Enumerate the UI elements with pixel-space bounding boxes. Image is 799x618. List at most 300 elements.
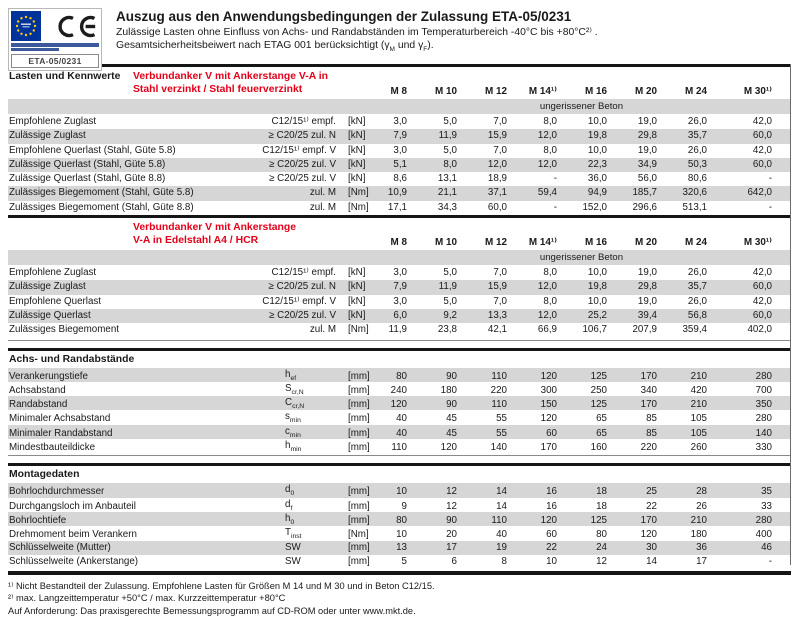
table-row xyxy=(8,309,791,323)
value-cell: 6,0 xyxy=(393,309,407,321)
value-cell: 12,0 xyxy=(487,158,507,170)
condition-cell: C12/15¹⁾ empf. V xyxy=(262,144,336,156)
unit-cell: [mm] xyxy=(348,442,370,454)
value-cell: 180 xyxy=(440,384,457,396)
value-cell: 9 xyxy=(401,500,407,512)
column-headers xyxy=(372,237,791,248)
value-cell: 16 xyxy=(546,486,557,498)
value-cell: 105 xyxy=(690,413,707,425)
condition-cell: ≥ C20/25 zul. V xyxy=(269,173,336,185)
symbol-cell xyxy=(230,541,336,555)
value-cell: 170 xyxy=(640,370,657,382)
value-cell: 120 xyxy=(540,413,557,425)
value-cell: 17,1 xyxy=(387,201,407,213)
value-cell: 125 xyxy=(590,399,607,411)
value-cell: 65 xyxy=(596,413,607,425)
value-cell: 55 xyxy=(496,413,507,425)
value-cell: 240 xyxy=(390,384,407,396)
value-cell: 35,7 xyxy=(687,281,707,293)
table-row xyxy=(8,396,791,410)
value-cell: 125 xyxy=(590,370,607,382)
value-cell: 60,0 xyxy=(752,130,772,142)
symbol-sub: min xyxy=(289,417,301,425)
value-cell: 330 xyxy=(755,442,772,454)
value-cell: 42,0 xyxy=(752,116,772,127)
symbol-sub: cr,N xyxy=(292,403,305,411)
value-cell: 3,0 xyxy=(393,267,407,279)
table-row xyxy=(8,323,791,337)
value-cell: 7,0 xyxy=(493,116,507,127)
value-cell: 12 xyxy=(596,555,607,567)
column-header: M 8 xyxy=(390,237,407,249)
column-headers xyxy=(372,86,791,97)
row-label: Drehmoment beim Verankern xyxy=(9,529,137,541)
value-cell: 37,1 xyxy=(487,187,507,199)
concrete-band xyxy=(8,99,791,114)
symbol-sub: f xyxy=(290,504,293,512)
value-cell: 19,0 xyxy=(637,267,657,279)
value-cell: 25 xyxy=(646,486,657,498)
value-cell: 12,0 xyxy=(537,130,557,142)
column-header: M 30¹⁾ xyxy=(743,237,772,249)
value-cell: 250 xyxy=(590,384,607,396)
row-label: Schlüsselweite (Mutter) xyxy=(9,541,111,553)
value-cell: 120 xyxy=(640,529,657,541)
value-cell: 400 xyxy=(755,529,772,541)
column-header: M 30¹⁾ xyxy=(743,86,772,97)
value-cell: 170 xyxy=(540,442,557,454)
eta-number: ETA-05/0231 xyxy=(11,54,99,68)
value-cell: 29,8 xyxy=(637,130,657,142)
unit-cell: [mm] xyxy=(348,555,370,567)
value-cell: 8,0 xyxy=(543,267,557,279)
row-label: Zulässiges Biegemoment xyxy=(9,324,119,336)
table-row xyxy=(8,382,791,396)
value-cell: 10,0 xyxy=(587,116,607,127)
symbol-main: S xyxy=(285,382,292,394)
unit-cell: [kN] xyxy=(348,173,366,185)
value-cell: 210 xyxy=(690,514,707,526)
value-cell: 40 xyxy=(496,529,507,541)
row-label: Zulässige Zuglast xyxy=(9,281,86,293)
table-row xyxy=(8,410,791,424)
row-label: Durchgangsloch im Anbauteil xyxy=(9,500,136,512)
value-cell: 19,8 xyxy=(587,130,607,142)
value-cell: 170 xyxy=(640,514,657,526)
header xyxy=(0,0,799,64)
value-cell: 340 xyxy=(640,384,657,396)
condition-cell: ≥ C20/25 zul. N xyxy=(268,130,336,142)
symbol-main: d xyxy=(285,498,291,510)
footnotes xyxy=(8,580,791,618)
table-row xyxy=(8,526,791,540)
eta-approval-mark xyxy=(8,8,102,71)
table-row xyxy=(8,144,791,158)
footnote-3: Auf Anforderung: Das praxisgerechte Bemessungsprogramm auf CD-ROM oder unter www.mkt.de. xyxy=(8,606,416,617)
value-cell: 18 xyxy=(596,500,607,512)
unit-cell: [mm] xyxy=(348,500,370,512)
value-cell: - xyxy=(553,173,557,185)
value-cell: 90 xyxy=(446,370,457,382)
row-label: Verankerungstiefe xyxy=(9,370,88,382)
unit-cell: [kN] xyxy=(348,309,366,321)
value-cell: 11,9 xyxy=(438,130,457,142)
value-cell: 60,0 xyxy=(752,281,772,293)
footnote-2: ²⁾ max. Langzeittemperatur +50°C / max. Kurzzeittemperatur +80°C xyxy=(8,593,286,604)
value-cell: 220 xyxy=(490,384,507,396)
unit-cell: [mm] xyxy=(348,384,370,396)
value-cell: 60,0 xyxy=(487,201,507,213)
table-bottom-rule xyxy=(8,571,791,575)
value-cell: 5,0 xyxy=(443,267,457,279)
value-cell: - xyxy=(553,201,557,213)
column-header: M 24 xyxy=(685,237,707,249)
value-cell: 12,0 xyxy=(537,158,557,170)
value-cell: 50,3 xyxy=(687,158,707,170)
value-cell: 18,9 xyxy=(487,173,507,185)
row-label: Zulässige Querlast xyxy=(9,309,91,321)
value-cell: 260 xyxy=(690,442,707,454)
value-cell: 220 xyxy=(640,442,657,454)
table-left-heading: Lasten und Kennwerte xyxy=(9,71,121,82)
condition-cell: C12/15¹⁾ empf. xyxy=(271,267,336,279)
table-row xyxy=(8,280,791,294)
value-cell: 19 xyxy=(496,541,507,553)
column-header: M 10 xyxy=(435,86,457,97)
concrete-band-label: ungerissener Beton xyxy=(539,100,624,112)
symbol-sub: min xyxy=(289,431,301,439)
value-cell: 34,9 xyxy=(637,158,657,170)
table-row xyxy=(8,295,791,309)
value-cell: 10 xyxy=(396,529,407,541)
value-cell: 280 xyxy=(755,370,772,382)
column-header: M 14¹⁾ xyxy=(528,237,557,249)
value-cell: 140 xyxy=(755,427,772,439)
red-heading xyxy=(133,221,296,247)
symbol-cell xyxy=(230,555,336,569)
value-cell: 17 xyxy=(446,541,457,553)
value-cell: 8,0 xyxy=(543,144,557,156)
table-row xyxy=(8,129,791,143)
symbol-sub: inst xyxy=(290,533,302,541)
value-cell: 19,0 xyxy=(637,295,657,307)
value-cell: 94,9 xyxy=(587,187,607,199)
value-cell: 30 xyxy=(646,541,657,553)
value-cell: 17 xyxy=(696,555,707,567)
unit-cell: [Nm] xyxy=(348,187,369,199)
row-label: Zulässiges Biegemoment (Stahl, Güte 8.8) xyxy=(9,201,194,213)
value-cell: 25,2 xyxy=(587,309,607,321)
value-cell: 10,9 xyxy=(387,187,407,199)
value-cell: 60,0 xyxy=(752,158,772,170)
value-cell: 10,0 xyxy=(587,267,607,279)
value-cell: 40 xyxy=(396,413,407,425)
table-row xyxy=(8,115,791,129)
condition-cell: zul. M xyxy=(309,201,336,213)
value-cell: 46 xyxy=(761,541,772,553)
value-cell: 56,8 xyxy=(687,309,707,321)
value-cell: 110 xyxy=(491,370,507,382)
load-table-header xyxy=(8,67,791,99)
value-cell: 9,2 xyxy=(443,309,457,321)
value-cell: 39,4 xyxy=(637,309,657,321)
symbol-main: s xyxy=(285,411,290,423)
column-header: M 20 xyxy=(635,86,657,97)
approval-fine-print xyxy=(9,42,101,54)
condition-cell: C12/15¹⁾ empf. xyxy=(271,116,336,127)
value-cell: 85 xyxy=(646,427,657,439)
unit-cell: [Nm] xyxy=(348,529,369,541)
section-heading: Achs- und Randabstände xyxy=(9,353,135,365)
section-end-rule xyxy=(8,455,791,456)
value-cell: 160 xyxy=(590,442,607,454)
value-cell: 59,4 xyxy=(537,187,557,199)
table-row xyxy=(8,512,791,526)
unit-cell: [mm] xyxy=(348,514,370,526)
value-cell: 280 xyxy=(755,514,772,526)
column-header: M 12 xyxy=(485,237,507,249)
value-cell: 23,8 xyxy=(437,324,457,336)
symbol-main: d xyxy=(285,484,291,496)
table-row xyxy=(8,541,791,555)
table-row xyxy=(8,172,791,186)
value-cell: 10,0 xyxy=(587,295,607,307)
value-cell: 5,0 xyxy=(443,144,457,156)
table-row xyxy=(8,158,791,172)
unit-cell: [mm] xyxy=(348,541,370,553)
condition-cell: C12/15¹⁾ empf. V xyxy=(262,295,336,307)
value-cell: 8,0 xyxy=(543,295,557,307)
value-cell: 42,1 xyxy=(487,324,507,336)
row-label: Minimaler Achsabstand xyxy=(9,413,111,425)
value-cell: 11,9 xyxy=(388,324,407,336)
value-cell: 90 xyxy=(446,399,457,411)
value-cell: 20 xyxy=(446,529,457,541)
red-heading xyxy=(133,70,328,96)
value-cell: 26,0 xyxy=(687,295,707,307)
value-cell: 22 xyxy=(646,500,657,512)
value-cell: 22,3 xyxy=(587,158,607,170)
value-cell: 22 xyxy=(546,541,557,553)
load-table-header xyxy=(8,218,791,250)
value-cell: 80 xyxy=(396,370,407,382)
unit-cell: [kN] xyxy=(348,158,366,170)
value-cell: 56,0 xyxy=(637,173,657,185)
value-cell: 120 xyxy=(540,370,557,382)
value-cell: 90 xyxy=(446,514,457,526)
value-cell: 5,0 xyxy=(443,116,457,127)
concrete-band xyxy=(8,250,791,265)
condition-cell: zul. M xyxy=(309,324,336,336)
symbol-main: SW xyxy=(285,541,301,553)
value-cell: 207,9 xyxy=(632,324,657,336)
load-table-galvanized xyxy=(8,64,791,215)
value-cell: 80 xyxy=(596,529,607,541)
value-cell: 15,9 xyxy=(487,281,507,293)
column-header: M 12 xyxy=(485,86,507,97)
symbol-main: h xyxy=(285,368,291,380)
column-header: M 8 xyxy=(390,86,407,97)
symbol-main: h xyxy=(285,440,291,452)
value-cell: 402,0 xyxy=(747,324,772,336)
value-cell: 28 xyxy=(696,486,707,498)
value-cell: 80 xyxy=(396,514,407,526)
value-cell: 350 xyxy=(755,399,772,411)
value-cell: 12 xyxy=(446,486,457,498)
value-cell: 120 xyxy=(440,442,457,454)
value-cell: 170 xyxy=(640,399,657,411)
value-cell: 5,0 xyxy=(443,295,457,307)
value-cell: 210 xyxy=(690,370,707,382)
value-cell: 13 xyxy=(396,541,407,553)
spacing-table xyxy=(8,348,791,457)
value-cell: - xyxy=(768,173,772,185)
value-cell: 12 xyxy=(446,500,457,512)
value-cell: 3,0 xyxy=(393,116,407,127)
row-label: Empfohlene Zuglast xyxy=(9,116,97,127)
condition-cell: ≥ C20/25 zul. N xyxy=(268,281,336,293)
value-cell: 40 xyxy=(396,427,407,439)
value-cell: 8,6 xyxy=(393,173,407,185)
table-right-border xyxy=(790,64,791,565)
symbol-sub: cr,N xyxy=(291,388,304,396)
value-cell: 11,9 xyxy=(438,281,457,293)
value-cell: 642,0 xyxy=(747,187,772,199)
subtitle-line1: Zulässige Lasten ohne Einfluss von Achs- und Randabständen im Temperaturbereich -40°C bis +80°C²⁾ . xyxy=(116,27,598,38)
value-cell: 10,0 xyxy=(587,144,607,156)
value-cell: 3,0 xyxy=(393,144,407,156)
unit-cell: [kN] xyxy=(348,144,366,156)
unit-cell: [Nm] xyxy=(348,201,369,213)
value-cell: 210 xyxy=(690,399,707,411)
value-cell: 65 xyxy=(596,427,607,439)
section-heading: Montagedaten xyxy=(9,469,80,481)
value-cell: 18 xyxy=(596,486,607,498)
value-cell: 42,0 xyxy=(752,267,772,279)
value-cell: 16 xyxy=(546,500,557,512)
unit-cell: [mm] xyxy=(348,427,370,439)
unit-cell: [kN] xyxy=(348,267,366,279)
value-cell: 45 xyxy=(446,413,457,425)
value-cell: 10 xyxy=(396,486,407,498)
value-cell: 5,1 xyxy=(393,158,407,170)
value-cell: 296,6 xyxy=(632,201,657,213)
ce-mark-icon xyxy=(55,15,97,38)
condition-cell: ≥ C20/25 zul. V xyxy=(269,309,336,321)
value-cell: 13,3 xyxy=(487,309,507,321)
value-cell: 140 xyxy=(490,442,507,454)
value-cell: 120 xyxy=(540,514,557,526)
value-cell: 105 xyxy=(690,427,707,439)
table-row xyxy=(8,425,791,439)
row-label: Zulässiges Biegemoment (Stahl, Güte 5.8) xyxy=(9,187,194,199)
value-cell: 150 xyxy=(540,399,557,411)
value-cell: 8,0 xyxy=(543,116,557,127)
subtitle-line2: Gesamtsicherheitsbeiwert nach ETAG 001 berücksichtigt ($\gamma_M$ und $\gamma_F$). xyxy=(116,40,434,54)
value-cell: 19,8 xyxy=(587,281,607,293)
value-cell: 125 xyxy=(590,514,607,526)
column-header: M 16 xyxy=(585,86,607,97)
value-cell: 42,0 xyxy=(752,144,772,156)
row-label: Mindestbauteildicke xyxy=(9,442,96,454)
unit-cell: [kN] xyxy=(348,281,366,293)
value-cell: 55 xyxy=(496,427,507,439)
load-table-stainless xyxy=(8,215,791,340)
value-cell: 36 xyxy=(696,541,707,553)
page-title: Auszug aus den Anwendungsbedingungen der Zulassung ETA-05/0231 xyxy=(116,9,572,24)
value-cell: 5 xyxy=(401,555,407,567)
row-label: Minimaler Randabstand xyxy=(9,427,113,439)
value-cell: 85 xyxy=(646,413,657,425)
value-cell: 7,0 xyxy=(493,144,507,156)
table-row xyxy=(8,368,791,382)
table-row xyxy=(8,266,791,280)
row-label: Schlüsselweite (Ankerstange) xyxy=(9,555,139,567)
value-cell: 106,7 xyxy=(582,324,607,336)
symbol-main: h xyxy=(285,512,291,524)
row-label: Zulässige Zuglast xyxy=(9,130,86,142)
value-cell: 19,0 xyxy=(637,116,657,127)
unit-cell: [mm] xyxy=(348,370,370,382)
symbol-cell xyxy=(230,439,336,457)
unit-cell: [mm] xyxy=(348,413,370,425)
section-end-rule xyxy=(8,340,791,341)
symbol-main: C xyxy=(285,397,293,409)
value-cell: 21,1 xyxy=(437,187,457,199)
value-cell: 6 xyxy=(451,555,457,567)
symbol-sub: min xyxy=(290,446,302,453)
table-row xyxy=(8,201,791,215)
value-cell: 42,0 xyxy=(752,295,772,307)
value-cell: 7,9 xyxy=(393,281,407,293)
red-heading-line: Stahl verzinkt / Stahl feuerverzinkt xyxy=(133,84,303,95)
unit-cell: [kN] xyxy=(348,116,366,127)
table-row xyxy=(8,439,791,453)
table-row xyxy=(8,498,791,512)
red-heading-line: Verbundanker V mit Ankerstange xyxy=(133,222,297,234)
value-cell: 26 xyxy=(696,500,707,512)
value-cell: 110 xyxy=(491,514,507,526)
table-row xyxy=(8,186,791,200)
value-cell: 80,6 xyxy=(687,173,707,185)
value-cell: 19,0 xyxy=(637,144,657,156)
condition-cell: ≥ C20/25 zul. V xyxy=(269,158,336,170)
unit-cell: [kN] xyxy=(348,295,366,307)
footnote-1: ¹⁾ Nicht Bestandteil der Zulassung. Empfohlene Lasten für Größen M 14 und M 30 und in Beton C12/15. xyxy=(8,580,435,591)
row-label: Empfohlene Querlast (Stahl, Güte 5.8) xyxy=(9,144,176,156)
value-cell: 280 xyxy=(755,413,772,425)
value-cell: 7,9 xyxy=(393,130,407,142)
value-cell: 8 xyxy=(501,555,507,567)
symbol-sub: 0 xyxy=(290,518,295,526)
value-cell: 24 xyxy=(596,541,607,553)
unit-cell: [mm] xyxy=(348,486,370,498)
value-cell: 513,1 xyxy=(682,201,707,213)
red-heading-line: Verbundanker V mit Ankerstange V-A in xyxy=(133,71,328,82)
value-cell: 420 xyxy=(690,384,707,396)
value-cell: 8,0 xyxy=(443,158,457,170)
value-cell: 36,0 xyxy=(587,173,607,185)
value-cell: 180 xyxy=(690,529,707,541)
value-cell: 60,0 xyxy=(752,309,772,321)
value-cell: 26,0 xyxy=(687,144,707,156)
value-cell: 110 xyxy=(491,399,507,411)
value-cell: 35,7 xyxy=(687,130,707,142)
column-header: M 20 xyxy=(635,237,657,249)
value-cell: 66,9 xyxy=(537,324,557,336)
value-cell: 60 xyxy=(546,427,557,439)
row-label: Bohrlochtiefe xyxy=(9,514,67,526)
